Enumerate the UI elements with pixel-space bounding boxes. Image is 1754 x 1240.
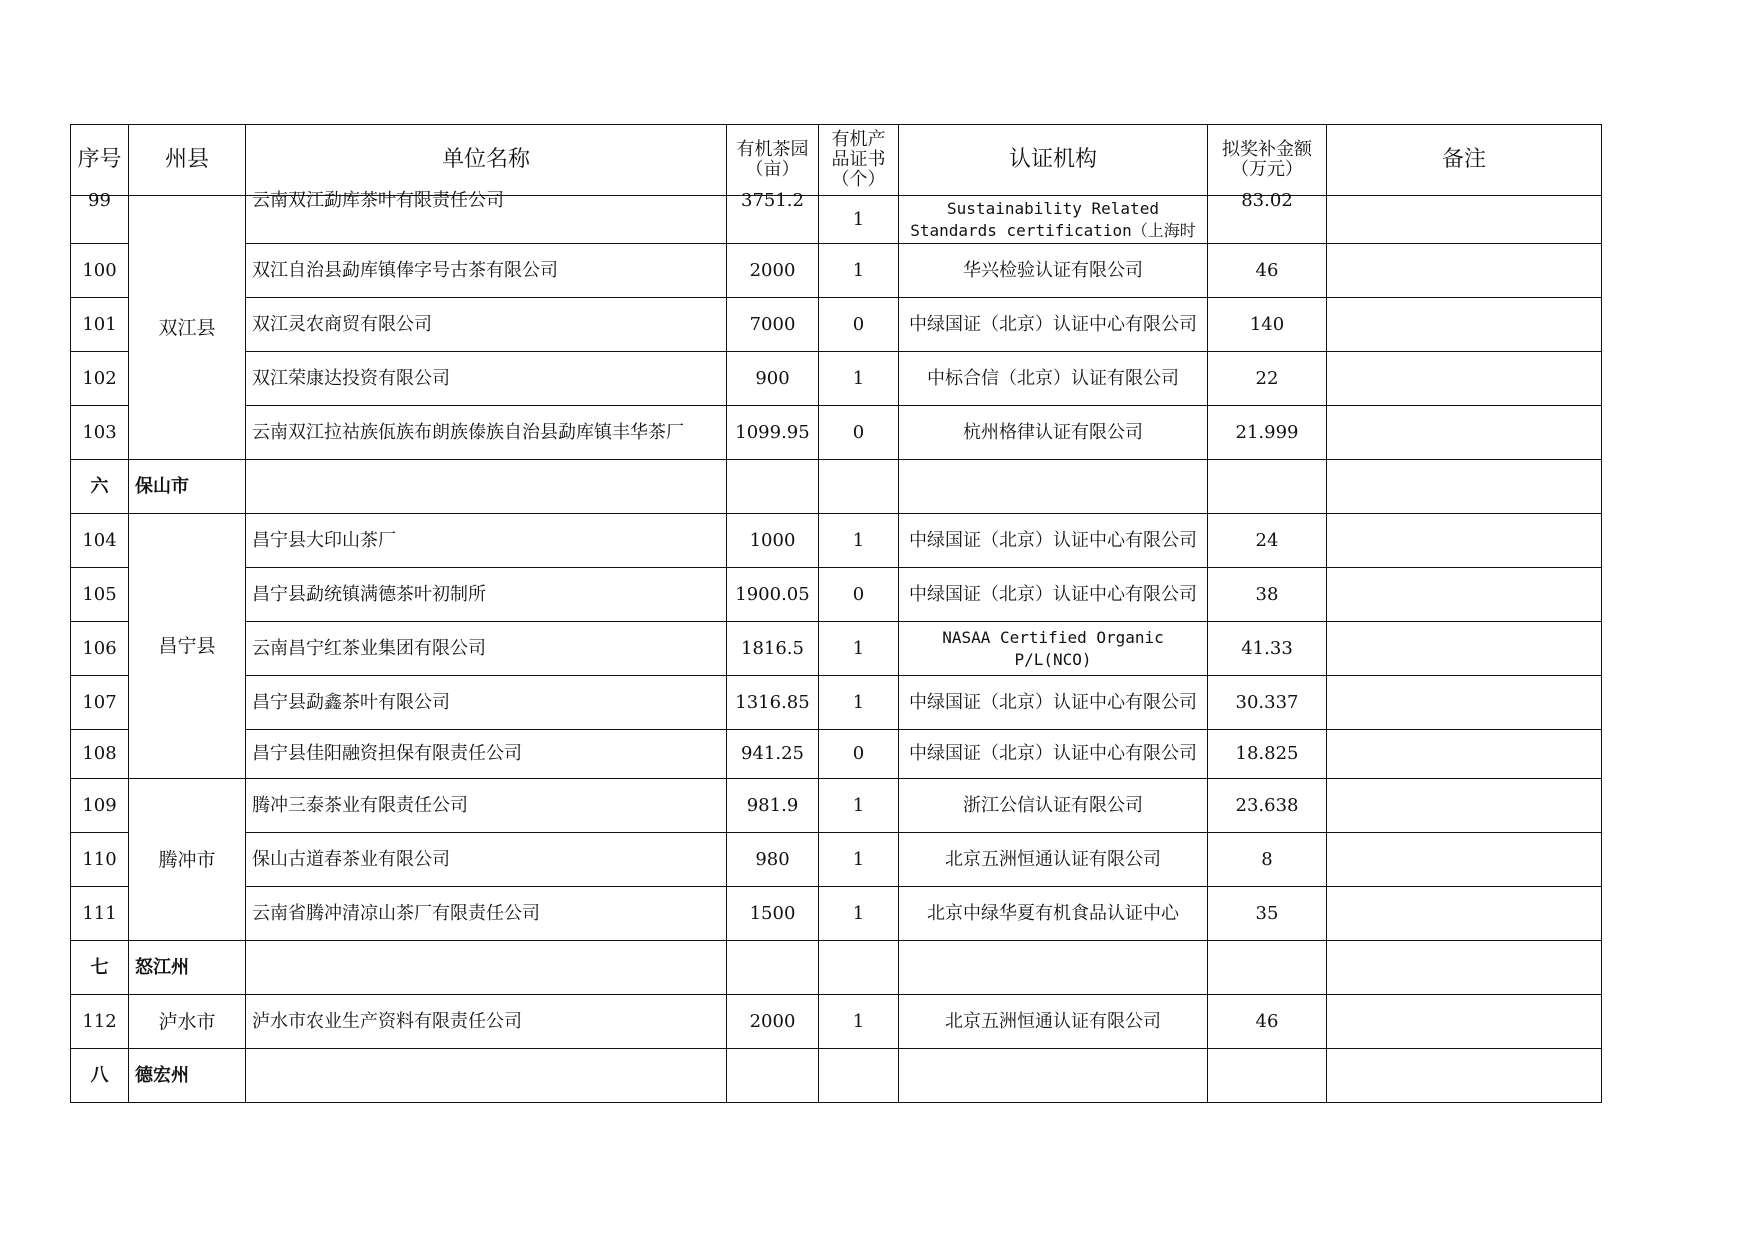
row-unit: 腾冲三泰茶业有限责任公司 xyxy=(246,779,727,833)
row-area: 2000 xyxy=(727,244,819,298)
row-area: 1316.85 xyxy=(727,676,819,730)
row-certs: 1 xyxy=(819,833,899,887)
row-certs: 0 xyxy=(819,730,899,779)
row-certs: 1 xyxy=(819,514,899,568)
row-agency: 杭州格律认证有限公司 xyxy=(899,406,1208,460)
row-notes xyxy=(1327,514,1602,568)
row-amount: 83.02 xyxy=(1241,190,1293,211)
row-amount: 30.337 xyxy=(1208,676,1327,730)
header-notes: 备注 xyxy=(1327,125,1602,196)
row-seq: 110 xyxy=(71,833,129,887)
row-seq: 109 xyxy=(71,779,129,833)
header-unit: 单位名称 xyxy=(246,125,727,196)
row-notes xyxy=(1327,298,1602,352)
row-notes xyxy=(1327,833,1602,887)
row-unit: 昌宁县佳阳融资担保有限责任公司 xyxy=(246,730,727,779)
row-certs: 0 xyxy=(819,406,899,460)
row-seq: 112 xyxy=(71,995,129,1049)
row-notes xyxy=(1327,676,1602,730)
row-agency: 中绿国证（北京）认证中心有限公司 xyxy=(899,568,1208,622)
table-row xyxy=(71,352,1602,406)
row-certs: 1 xyxy=(819,779,899,833)
table-row xyxy=(71,833,1602,887)
section-name: 保山市 xyxy=(129,460,246,514)
row-seq: 104 xyxy=(71,514,129,568)
row-area: 7000 xyxy=(727,298,819,352)
row-amount: 24 xyxy=(1208,514,1327,568)
table-row xyxy=(71,406,1602,460)
row-amount: 46 xyxy=(1208,995,1327,1049)
row-agency: 华兴检验认证有限公司 xyxy=(899,244,1208,298)
table-row xyxy=(71,298,1602,352)
table-row xyxy=(71,779,1602,833)
row-certs: 1 xyxy=(819,887,899,941)
row-unit: 云南昌宁红茶业集团有限公司 xyxy=(246,622,727,676)
row-certs: 1 xyxy=(819,676,899,730)
subsidy-table xyxy=(70,124,1602,1103)
header-county: 州县 xyxy=(129,125,246,196)
row-unit: 泸水市农业生产资料有限责任公司 xyxy=(246,995,727,1049)
row-seq: 108 xyxy=(71,730,129,779)
row-unit: 双江自治县勐库镇俸字号古茶有限公司 xyxy=(246,244,727,298)
row-area: 981.9 xyxy=(727,779,819,833)
row-certs: 1 xyxy=(819,352,899,406)
section-name: 德宏州 xyxy=(129,1049,246,1103)
row-amount: 41.33 xyxy=(1208,622,1327,676)
row-unit: 双江灵农商贸有限公司 xyxy=(246,298,727,352)
row-seq: 99 xyxy=(88,190,111,211)
row-agency: 中绿国证（北京）认证中心有限公司 xyxy=(899,730,1208,779)
row-area: 1500 xyxy=(727,887,819,941)
row-amount: 8 xyxy=(1208,833,1327,887)
row-seq: 106 xyxy=(71,622,129,676)
row-unit: 云南双江勐库茶叶有限责任公司 xyxy=(252,190,504,211)
table-row xyxy=(71,622,1602,676)
row-certs: 1 xyxy=(819,196,899,244)
row-agency: NASAA Certified Organic P/L(NCO) xyxy=(899,622,1208,676)
row-notes xyxy=(1327,730,1602,779)
row-area: 1816.5 xyxy=(727,622,819,676)
row-certs: 1 xyxy=(819,622,899,676)
row-area: 1099.95 xyxy=(727,406,819,460)
header-amount: 拟奖补金额（万元） xyxy=(1208,125,1327,196)
row-notes xyxy=(1327,779,1602,833)
row-amount: 35 xyxy=(1208,887,1327,941)
row-amount: 18.825 xyxy=(1208,730,1327,779)
row-seq: 103 xyxy=(71,406,129,460)
row-unit: 云南省腾冲清凉山茶厂有限责任公司 xyxy=(246,887,727,941)
row-notes xyxy=(1327,887,1602,941)
row-notes xyxy=(1327,406,1602,460)
row-certs: 1 xyxy=(819,995,899,1049)
row-agency: 中绿国证（北京）认证中心有限公司 xyxy=(899,298,1208,352)
row-seq: 105 xyxy=(71,568,129,622)
row-agency: 北京中绿华夏有机食品认证中心 xyxy=(899,887,1208,941)
row-amount: 21.999 xyxy=(1208,406,1327,460)
row-unit: 保山古道春茶业有限公司 xyxy=(246,833,727,887)
row-notes xyxy=(1327,568,1602,622)
section-row xyxy=(71,941,1602,995)
row-unit: 昌宁县勐鑫茶叶有限公司 xyxy=(246,676,727,730)
row-agency: 北京五洲恒通认证有限公司 xyxy=(899,995,1208,1049)
table-row xyxy=(71,196,1602,244)
county-cell: 泸水市 xyxy=(129,995,246,1049)
header-agency: 认证机构 xyxy=(899,125,1208,196)
header-area: 有机茶园（亩） xyxy=(727,125,819,196)
row-notes xyxy=(1327,995,1602,1049)
section-row xyxy=(71,460,1602,514)
header-seq: 序号 xyxy=(71,125,129,196)
row-unit: 双江荣康达投资有限公司 xyxy=(246,352,727,406)
row-agency: Sustainability Related Standards certification（上海时 xyxy=(899,196,1208,244)
row-seq: 100 xyxy=(71,244,129,298)
row-area: 980 xyxy=(727,833,819,887)
row-amount: 38 xyxy=(1208,568,1327,622)
row-notes xyxy=(1327,196,1602,244)
table-row xyxy=(71,514,1602,568)
row-amount: 23.638 xyxy=(1208,779,1327,833)
row-agency: 中绿国证（北京）认证中心有限公司 xyxy=(899,514,1208,568)
row-amount: 140 xyxy=(1208,298,1327,352)
row-certs: 0 xyxy=(819,298,899,352)
section-name: 怒江州 xyxy=(129,941,246,995)
row-seq: 101 xyxy=(71,298,129,352)
table-row xyxy=(71,568,1602,622)
row-area: 1000 xyxy=(727,514,819,568)
section-seq: 七 xyxy=(71,941,129,995)
row-amount: 46 xyxy=(1208,244,1327,298)
section-seq: 八 xyxy=(71,1049,129,1103)
county-cell: 双江县 xyxy=(129,196,246,460)
row-agency: 中绿国证（北京）认证中心有限公司 xyxy=(899,676,1208,730)
row-unit: 昌宁县大印山茶厂 xyxy=(246,514,727,568)
table-row xyxy=(71,244,1602,298)
row-unit: 昌宁县勐统镇满德茶叶初制所 xyxy=(246,568,727,622)
row-seq: 102 xyxy=(71,352,129,406)
table-row xyxy=(71,887,1602,941)
row-area: 941.25 xyxy=(727,730,819,779)
section-row xyxy=(71,1049,1602,1103)
county-cell: 昌宁县 xyxy=(129,514,246,779)
table-row xyxy=(71,730,1602,779)
row-notes xyxy=(1327,244,1602,298)
row-area: 2000 xyxy=(727,995,819,1049)
row-seq: 111 xyxy=(71,887,129,941)
row-area: 1900.05 xyxy=(727,568,819,622)
row-certs: 1 xyxy=(819,244,899,298)
row-agency: 北京五洲恒通认证有限公司 xyxy=(899,833,1208,887)
row-notes xyxy=(1327,622,1602,676)
header-certs: 有机产品证书（个） xyxy=(819,125,899,196)
table-row xyxy=(71,995,1602,1049)
row-unit: 云南双江拉祜族佤族布朗族傣族自治县勐库镇丰华茶厂 xyxy=(246,406,727,460)
row-agency: 中标合信（北京）认证有限公司 xyxy=(899,352,1208,406)
row-agency: 浙江公信认证有限公司 xyxy=(899,779,1208,833)
section-seq: 六 xyxy=(71,460,129,514)
county-cell: 腾冲市 xyxy=(129,779,246,941)
row-area: 3751.2 xyxy=(741,190,804,211)
row-certs: 0 xyxy=(819,568,899,622)
table-row xyxy=(71,676,1602,730)
header-row xyxy=(71,125,1602,196)
row-amount: 22 xyxy=(1208,352,1327,406)
row-seq: 107 xyxy=(71,676,129,730)
row-area: 900 xyxy=(727,352,819,406)
row-notes xyxy=(1327,352,1602,406)
